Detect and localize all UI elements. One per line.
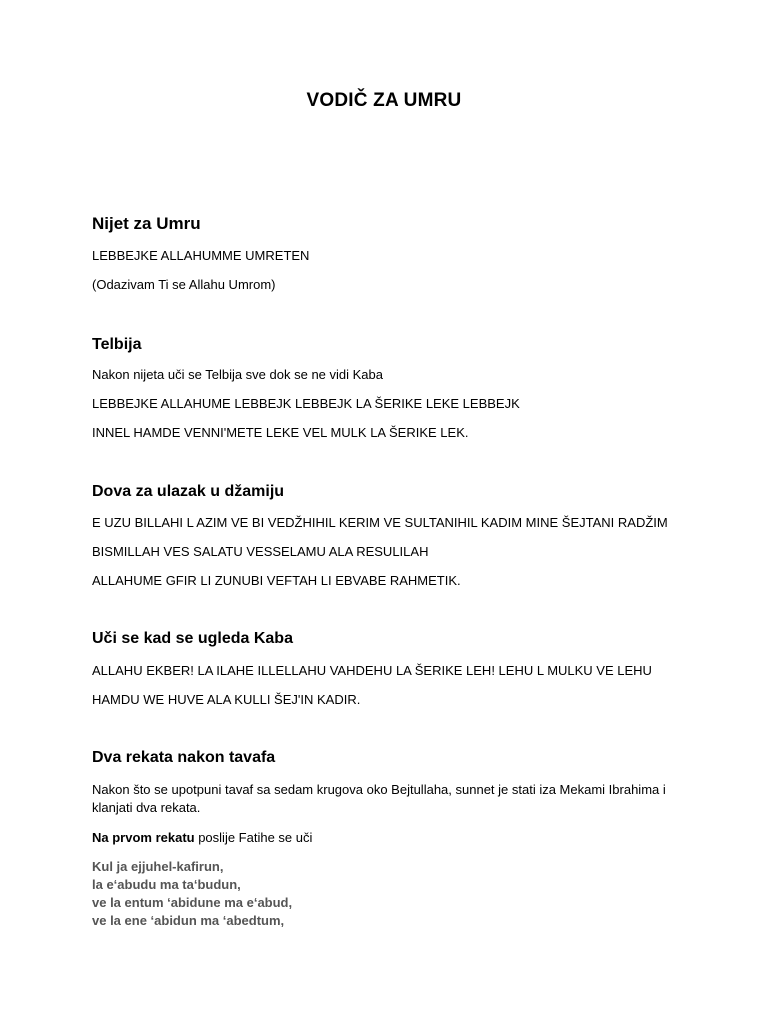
- kaba-line-2: HAMDU WE HUVE ALA KULLI ŠEJ'IN KADIR.: [92, 692, 361, 707]
- rekata-paragraph: Nakon što se upotpuni tavaf sa sedam krugova oko Bejtullaha, sunnet je stati iza Mekami Ibrahima i klanjati dva rekata.: [92, 782, 666, 815]
- document-title: VODIČ ZA UMRU: [306, 90, 462, 111]
- nijet-line-2: (Odazivam Ti se Allahu Umrom): [92, 277, 276, 292]
- dova-line-1: E UZU BILLAHI L AZIM VE BI VEDŽHIHIL KERIM VE SULTANIHIL KADIM MINE ŠEJTANI RADŽIM: [92, 515, 668, 530]
- kaba-line-1: ALLAHU EKBER! LA ILAHE ILLELLAHU VAHDEHU LA ŠERIKE LEH! LEHU L MULKU VE LEHU: [92, 663, 652, 678]
- heading-dova: Dova za ulazak u džamiju: [92, 483, 285, 500]
- heading-kaba: Uči se kad se ugleda Kaba: [92, 630, 293, 647]
- telbija-line-3: INNEL HAMDE VENNI'METE LEKE VEL MULK LA ŠERIKE LEK.: [92, 425, 469, 440]
- rekata-bold-phrase: Na prvom rekatu: [92, 830, 195, 845]
- dova-line-2: BISMILLAH VES SALATU VESSELAMU ALA RESULILAH: [92, 544, 429, 559]
- heading-rekata: Dva rekata nakon tavafa: [92, 749, 276, 766]
- rekata-rest-phrase: poslije Fatihe se uči: [194, 830, 313, 845]
- heading-nijet: Nijet za Umru: [92, 214, 201, 233]
- rekata-instruction: [92, 829, 312, 847]
- nijet-line-1: LEBBEJKE ALLAHUMME UMRETEN: [92, 248, 310, 263]
- verse-line-2: la e‘abudu ma ta‘budun,: [92, 877, 241, 892]
- verse-line-3: ve la entum ‘abidune ma e‘abud,: [92, 895, 293, 910]
- dova-line-3: ALLAHUME GFIR LI ZUNUBI VEFTAH LI EBVABE RAHMETIK.: [92, 573, 461, 588]
- telbija-line-2: LEBBEJKE ALLAHUME LEBBEJK LEBBEJK LA ŠERIKE LEKE LEBBEJK: [92, 396, 520, 411]
- heading-telbija: Telbija: [92, 336, 142, 353]
- verse-line-4: ve la ene ‘abidun ma ‘abedtum,: [92, 913, 285, 928]
- verse-line-1: Kul ja ejjuhel-kafirun,: [92, 859, 224, 874]
- telbija-line-1: Nakon nijeta uči se Telbija sve dok se ne vidi Kaba: [92, 367, 383, 382]
